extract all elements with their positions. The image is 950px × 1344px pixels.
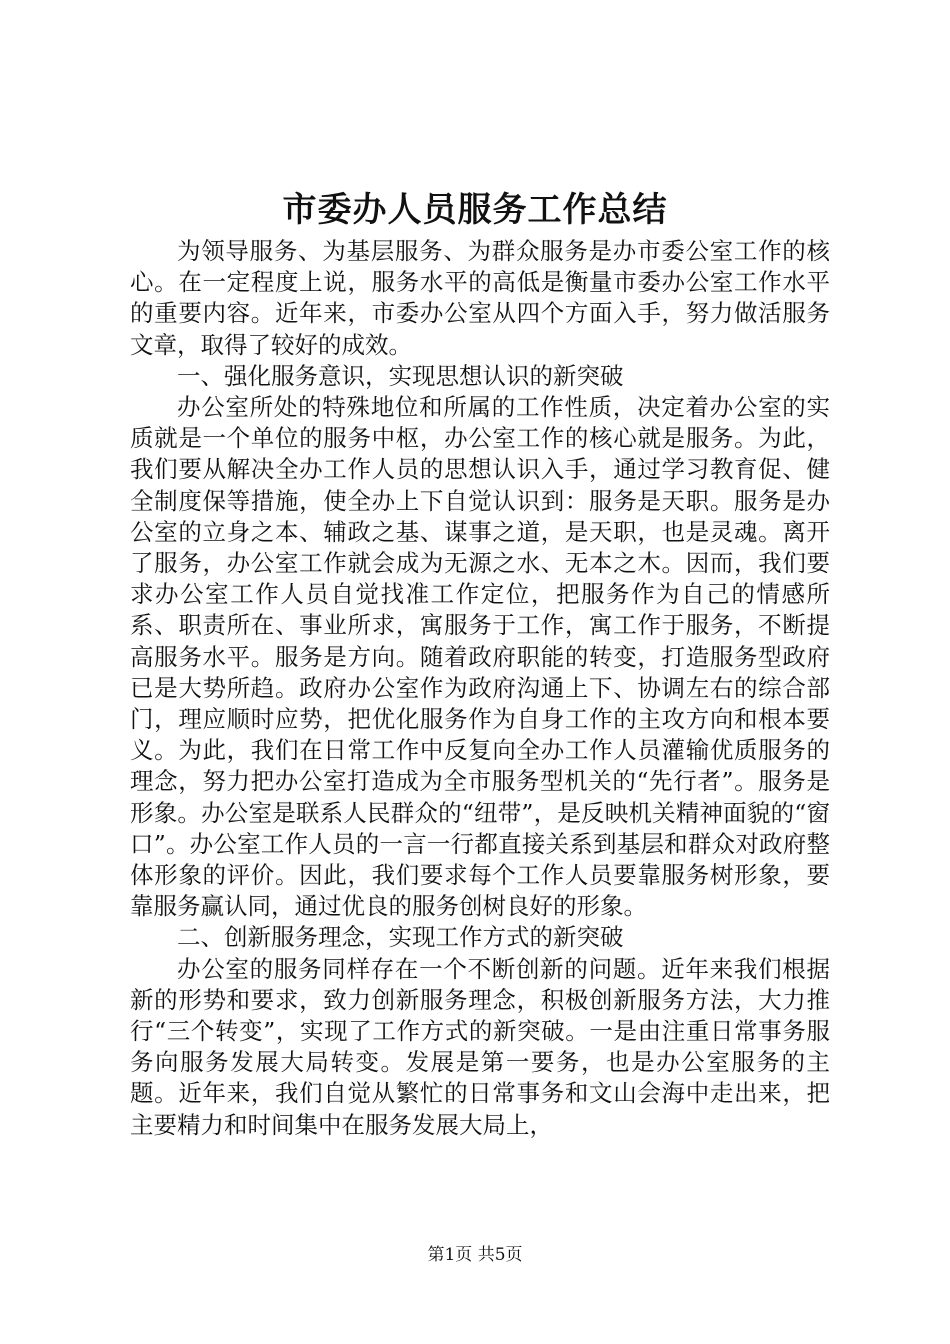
section-heading-1: 一、强化服务意识，实现思想认识的新突破: [177, 361, 624, 390]
section-heading-2: 二、创新服务理念，实现工作方式的新突破: [177, 923, 624, 952]
page-number-footer: 第1页 共5页: [427, 1245, 523, 1265]
intro-paragraph: 为领导服务、为基层服务、为群众服务是办市委公室工作的核心。在一定程度上说，服务水平的高低是衡量市委办公室工作水平的重要内容。近年来，市委办公室从四个方面入手，努力做活服务文章，取得了较好的成效。: [130, 237, 830, 359]
document-body: [130, 236, 830, 1141]
section-2-paragraph: 办公室的服务同样存在一个不断创新的问题。近年来我们根据新的形势和要求，致力创新服务理念，积极创新服务方法，大力推行“三个转变”，实现了工作方式的新突破。一是由注重日常事务服务向服务发展大局转变。发展是第一要务，也是办公室服务的主题。近年来，我们自觉从繁忙的日常事务和文山会海中走出来，把主要精力和时间集中在服务发展大局上，: [130, 954, 830, 1139]
section-1-paragraph: 办公室所处的特殊地位和所属的工作性质，决定着办公室的实质就是一个单位的服务中枢，办公室工作的核心就是服务。为此，我们要从解决全办工作人员的思想认识入手，通过学习教育促、健全制度保等措施，使全办上下自觉认识到：服务是天职。服务是办公室的立身之本、辅政之基、谋事之道，是天职，也是灵魂。离开了服务，办公室工作就会成为无源之水、无本之木。因而，我们要求办公室工作人员自觉找准工作定位，把服务作为自己的情感所系、职责所在、事业所求，寓服务于工作，寓工作于服务，不断提高服务水平。服务是方向。随着政府职能的转变，打造服务型政府已是大势所趋。政府办公室作为政府沟通上下、协调左右的综合部门，理应顺时应势，把优化服务作为自身工作的主攻方向和根本要义。为此，我们在日常工作中反复向全办工作人员灌输优质服务的理念，努力把办公室打造成为全市服务型机关的“先行者”。服务是形象。办公室是联系人民群众的“纽带”，是反映机关精神面貌的“窗口”。办公室工作人员的一言一行都直接关系到基层和群众对政府整体形象的评价。因此，我们要求每个工作人员要靠服务树形象，要靠服务赢认同，通过优良的服务创树良好的形象。: [130, 393, 830, 921]
document-title: 市委办人员服务工作总结: [282, 190, 668, 230]
